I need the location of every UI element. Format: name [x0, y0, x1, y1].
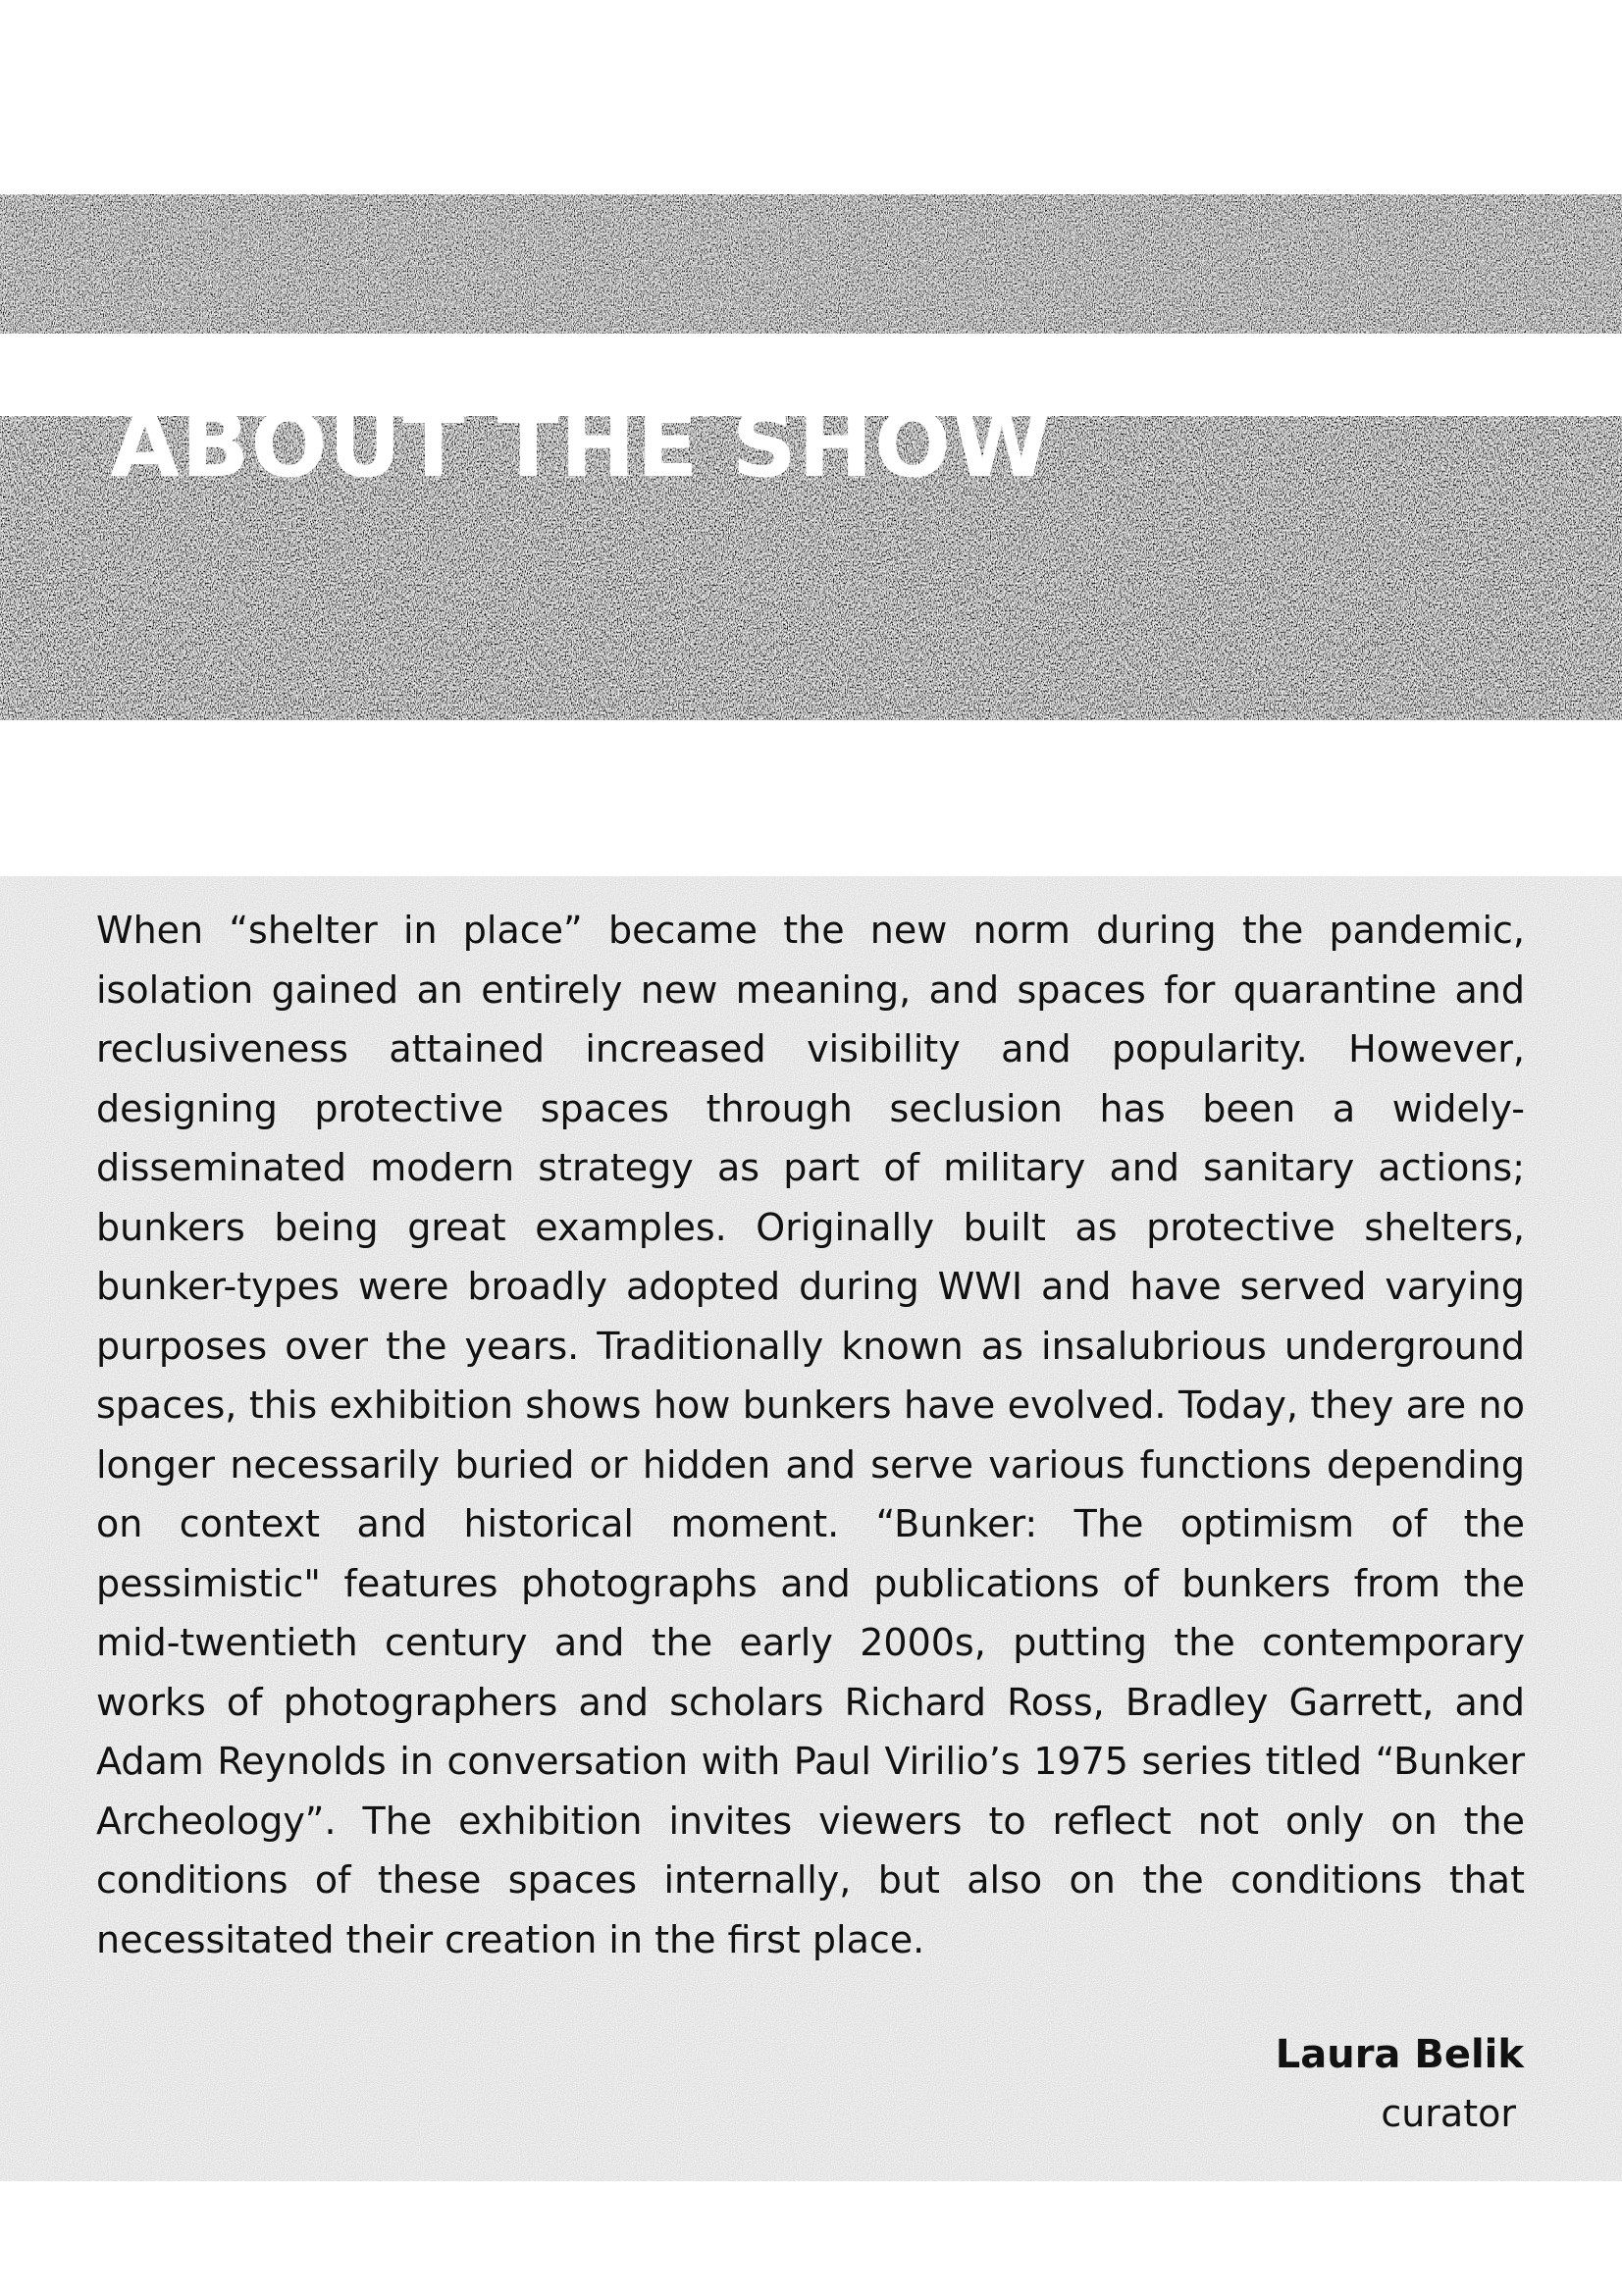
page-title: ABOUT THE SHOW: [110, 392, 1053, 497]
curator-role: curator: [1381, 2092, 1516, 2135]
about-paragraph: When “shelter in place” became the new norm during the pandemic, isolation gained an entirely new meaning, and spaces for quarantine and reclusiveness attained increased visibility and popularity. However, designing protective spaces through seclusion has been a widely-disseminated modern strategy as part of military and sanitary actions; bunkers being great examples. Originally built as protective shelters, bunker-types were broadly adopted during WWI and have served varying purposes over the years. Traditionally known as insalubrious underground spaces, this exhibition shows how bunkers have evolved. Today, they are no longer necessarily buried or hidden and serve various functions depending on context and historical moment. “Bunker: The optimism of the pessimistic" features photographs and publications of bunkers from the mid-twentieth century and the early 2000s, putting the contemporary works of photographers and scholars Richard Ross, Bradley Garrett, and Adam Reynolds in conversation with Paul Virilio’s 1975 series titled “Bunker Archeology”. The exhibition invites viewers to reflect not only on the conditions of these spaces internally, but also on the conditions that necessitated their creation in the first place.: [96, 909, 1525, 1961]
grass-texture-strip: [0, 194, 1622, 334]
signature-block: [1276, 2025, 1524, 2143]
curator-name: Laura Belik: [1275, 2032, 1524, 2077]
